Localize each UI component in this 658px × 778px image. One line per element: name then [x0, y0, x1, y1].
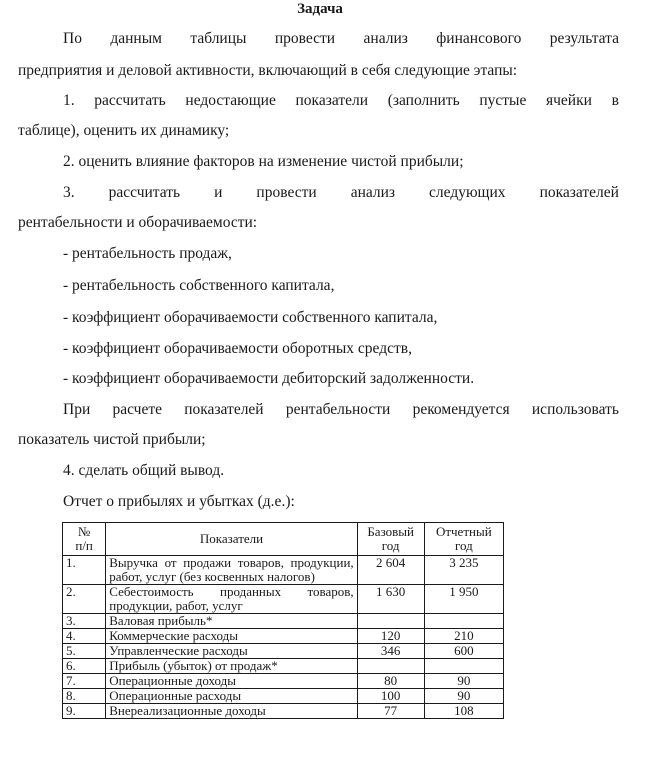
step-1-word: в	[611, 92, 619, 109]
step-1-line-2: таблице), оценить их динамику;	[18, 122, 230, 139]
indicator-item: - коэффициент оборачиваемости оборотных средств,	[63, 340, 412, 357]
intro-word: данным	[110, 30, 162, 47]
row-base-value: 346	[357, 644, 424, 659]
row-base-value: 80	[357, 674, 424, 689]
intro-word: результата	[549, 30, 619, 47]
step-3-line-1	[63, 183, 619, 203]
step-1-word: пустые	[479, 92, 527, 109]
table-row	[63, 585, 504, 614]
table-caption: Отчет о прибылях и убытках (д.е.):	[63, 493, 295, 510]
note-word: При	[63, 401, 91, 418]
header-base-line: год	[381, 538, 400, 553]
step-1-word: недостающие	[185, 92, 276, 109]
row-report-value: 108	[424, 704, 503, 719]
note-word: расчете	[112, 401, 162, 418]
row-number: 7.	[63, 674, 106, 689]
row-number: 4.	[63, 629, 106, 644]
table-row	[63, 659, 504, 674]
header-number	[63, 523, 106, 556]
row-number: 9.	[63, 704, 106, 719]
row-report-value: 600	[424, 644, 503, 659]
intro-line-2: предприятия и деловой активности, включающий в себя следующие этапы:	[18, 62, 518, 79]
note-word: показателей	[184, 401, 264, 418]
step-1-word: 1.	[63, 92, 75, 109]
row-indicator: Операционные доходы	[106, 674, 357, 689]
row-report-value: 1 950	[424, 585, 503, 614]
row-base-value: 120	[357, 629, 424, 644]
step-3-line-2: рентабельности и оборачиваемости:	[18, 214, 258, 231]
row-report-value	[424, 614, 503, 629]
step-2: 2. оценить влияние факторов на изменение чистой прибыли;	[63, 153, 464, 170]
row-indicator: Управленческие расходы	[106, 644, 357, 659]
row-report-value: 3 235	[424, 556, 503, 585]
step-4: 4. сделать общий вывод.	[63, 462, 225, 479]
step-3-word: анализ	[350, 184, 396, 201]
row-report-value: 90	[424, 674, 503, 689]
intro-word: По	[63, 30, 82, 47]
table-row	[63, 674, 504, 689]
intro-word: таблицы	[190, 30, 247, 47]
header-number-line: п/п	[75, 538, 93, 553]
indicator-item: - коэффициент оборачиваемости дебиторский задолженности.	[63, 370, 475, 387]
step-1-word: показатели	[295, 92, 369, 109]
row-indicator: Прибыль (убыток) от продаж*	[106, 659, 357, 674]
table-row	[63, 704, 504, 719]
row-base-value: 77	[357, 704, 424, 719]
note-line-2: показатель чистой прибыли;	[18, 431, 206, 448]
row-base-value	[357, 614, 424, 629]
row-base-value: 100	[357, 689, 424, 704]
header-report-year	[424, 523, 503, 556]
header-report-line: год	[454, 538, 473, 553]
table-row	[63, 644, 504, 659]
table-row	[63, 614, 504, 629]
row-number: 1.	[63, 556, 106, 585]
indicator-item: - рентабельность продаж,	[63, 245, 232, 262]
step-3-word: 3.	[63, 184, 75, 201]
row-indicator: Операционные расходы	[106, 689, 357, 704]
table-body	[63, 556, 504, 719]
row-number: 8.	[63, 689, 106, 704]
header-indicators: Показатели	[106, 523, 357, 556]
step-1-word: рассчитать	[94, 92, 166, 109]
row-number: 3.	[63, 614, 106, 629]
header-number-line: №	[77, 524, 91, 539]
row-indicator: Себестоимость проданных товаров, продукции, работ, услуг	[106, 585, 357, 614]
note-word: рекомендуется	[412, 401, 510, 418]
table-row	[63, 556, 504, 585]
profit-loss-table	[62, 522, 504, 719]
header-base-year	[357, 523, 424, 556]
step-1-word: (заполнить	[387, 92, 460, 109]
table-header-row	[63, 523, 504, 556]
header-report-line: Отчетный	[435, 524, 492, 539]
row-number: 6.	[63, 659, 106, 674]
step-1-word: ячейки	[546, 92, 592, 109]
step-3-word: показателей	[539, 184, 619, 201]
row-indicator: Валовая прибыль*	[106, 614, 357, 629]
table-row	[63, 689, 504, 704]
intro-word: финансового	[436, 30, 522, 47]
note-word: рентабельности	[285, 401, 391, 418]
table-row	[63, 629, 504, 644]
row-indicator: Выручка от продажи товаров, продукции, работ, услуг (без косвенных налогов)	[106, 556, 357, 585]
note-word: использовать	[531, 401, 619, 418]
row-base-value	[357, 659, 424, 674]
header-base-line: Базовый	[367, 524, 414, 539]
row-number: 2.	[63, 585, 106, 614]
step-3-word: провести	[256, 184, 317, 201]
step-3-word: рассчитать	[108, 184, 181, 201]
row-base-value: 2 604	[357, 556, 424, 585]
intro-line-1	[63, 29, 619, 49]
row-report-value: 90	[424, 689, 503, 704]
indicator-item: - коэффициент оборачиваемости собственного капитала,	[63, 309, 438, 326]
row-report-value: 210	[424, 629, 503, 644]
row-indicator: Внереализационные доходы	[106, 704, 357, 719]
row-report-value	[424, 659, 503, 674]
step-3-word: и	[214, 184, 223, 201]
row-base-value: 1 630	[357, 585, 424, 614]
indicator-item: - рентабельность собственного капитала,	[63, 277, 335, 294]
step-3-word: следующих	[429, 184, 506, 201]
intro-word: провести	[274, 30, 336, 47]
row-indicator: Коммерческие расходы	[106, 629, 357, 644]
intro-word: анализ	[363, 30, 408, 47]
note-line-1	[63, 400, 619, 420]
step-1-line-1	[63, 91, 619, 111]
row-number: 5.	[63, 644, 106, 659]
task-title: Задача	[297, 1, 343, 17]
